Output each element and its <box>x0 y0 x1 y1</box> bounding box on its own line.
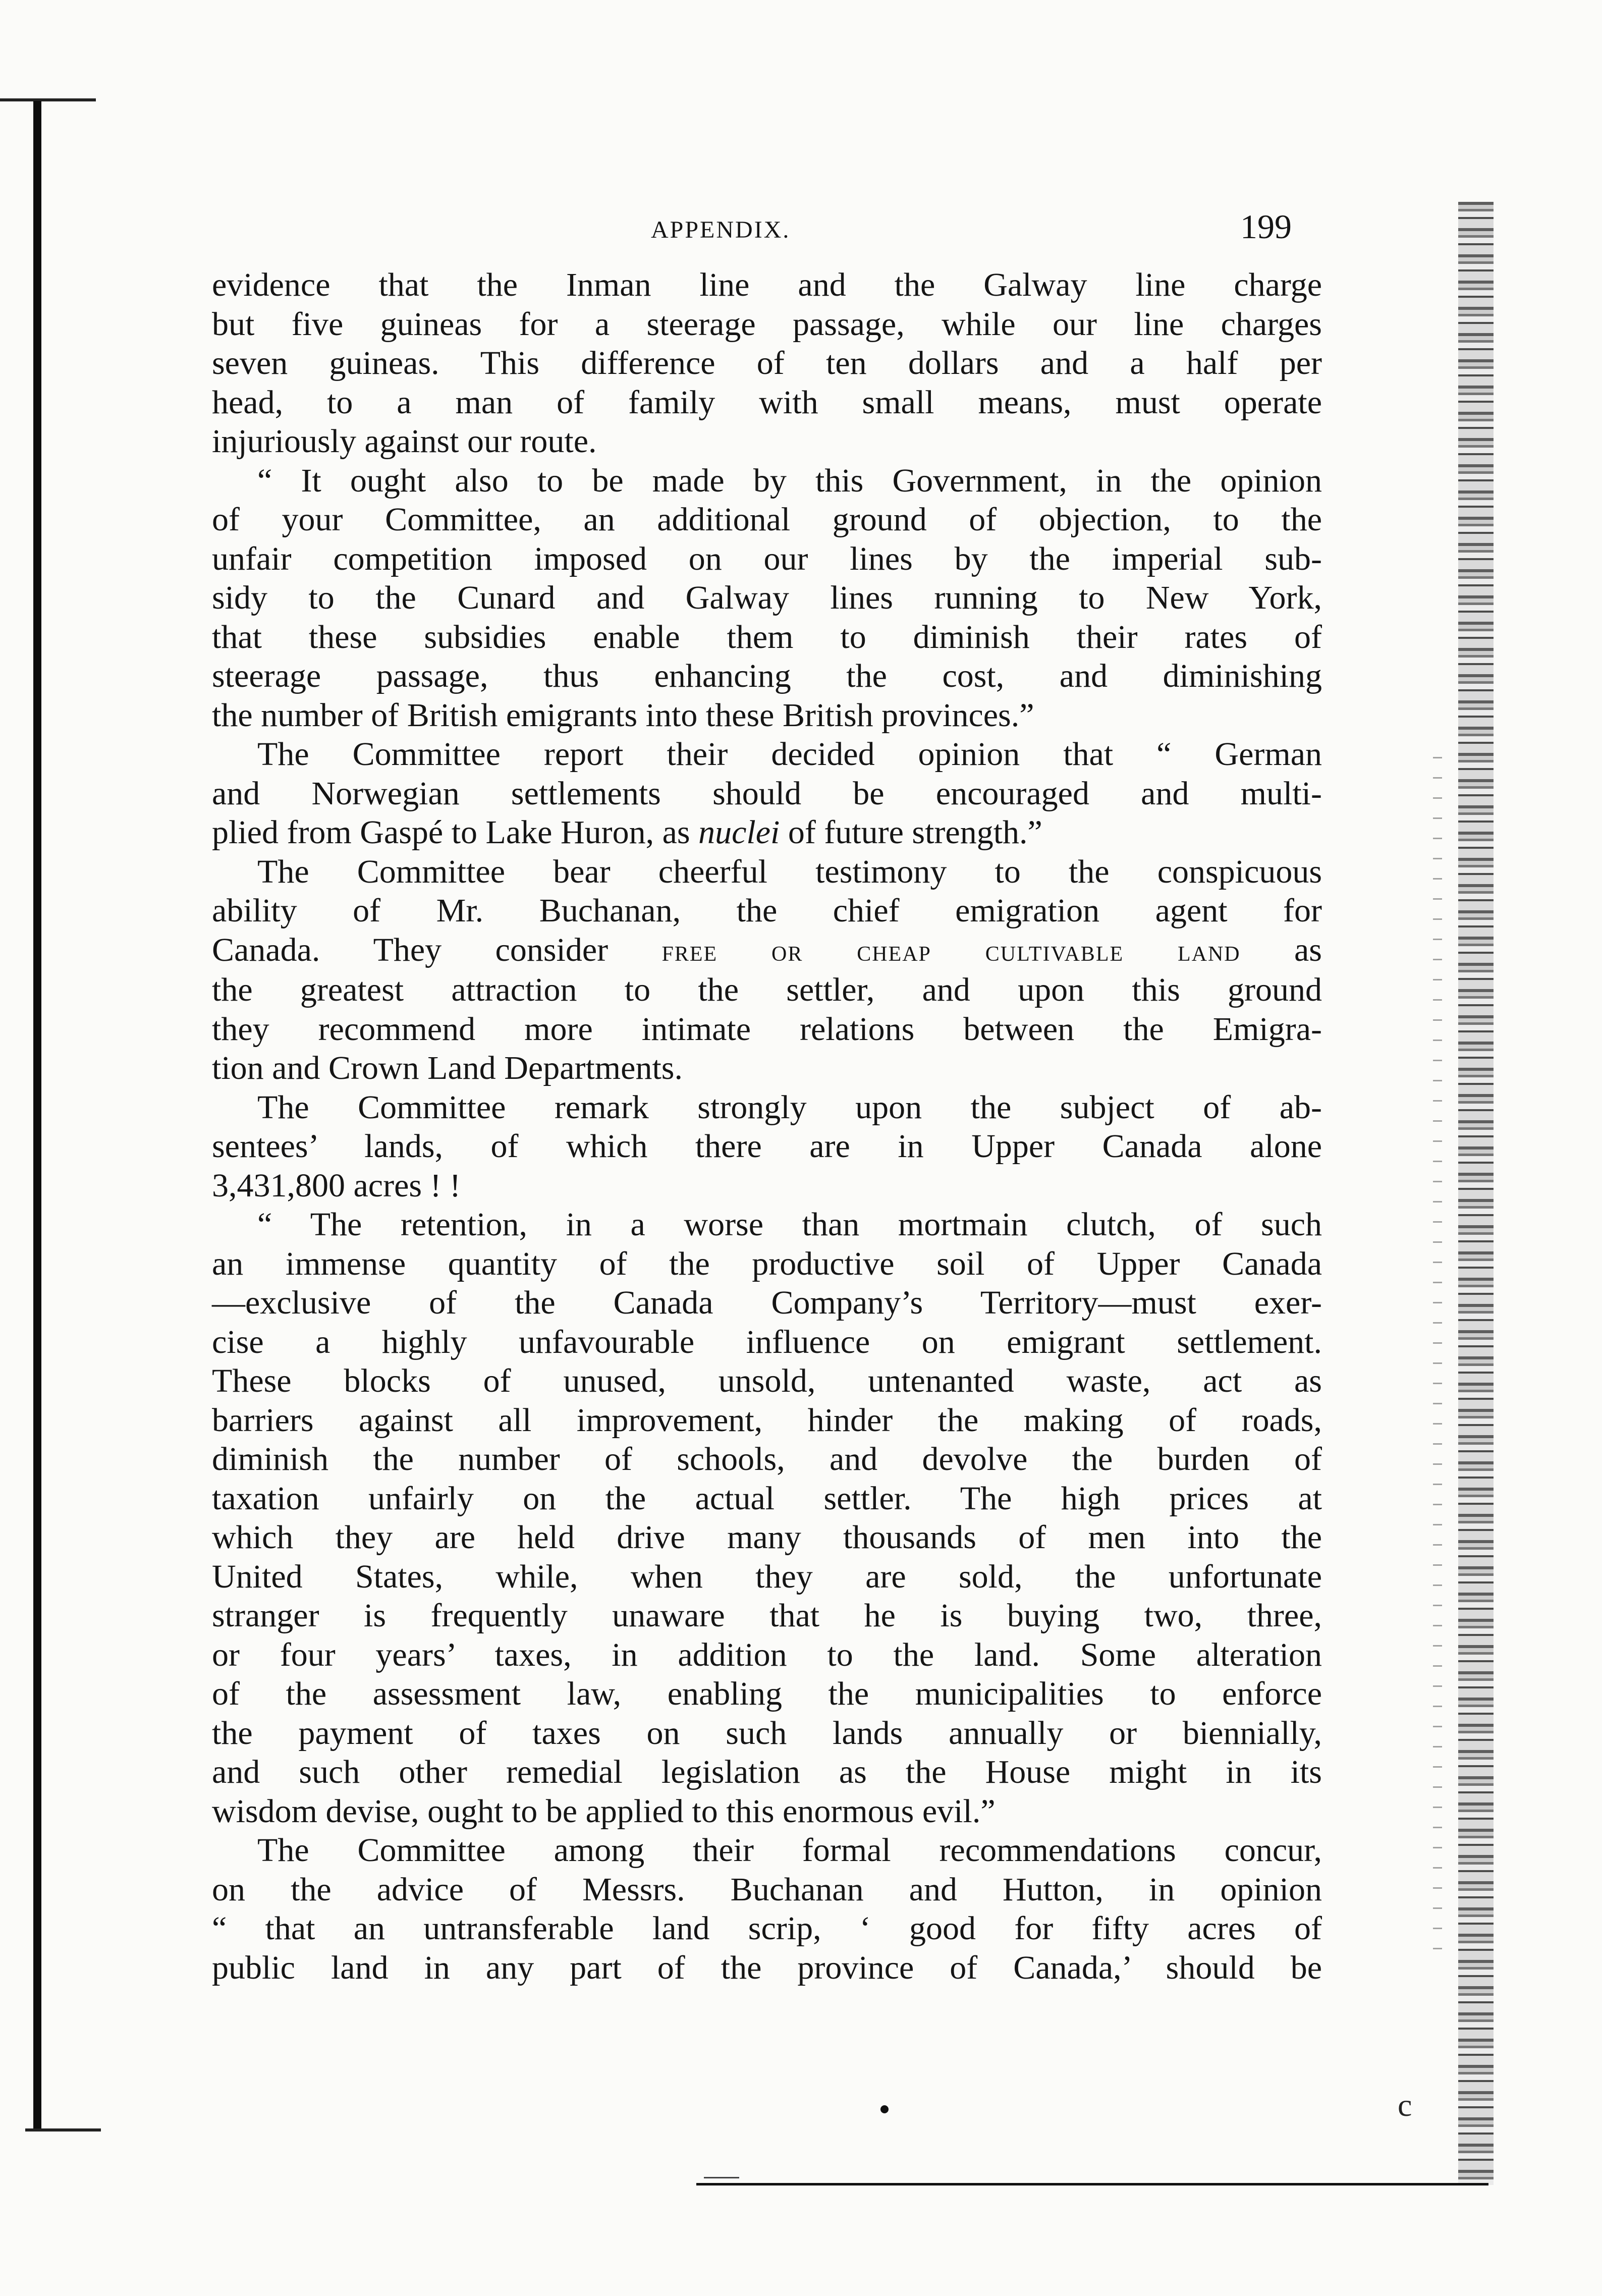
text-line: or four years’ taxes, in addition to the land. Some alteration <box>212 1636 1322 1673</box>
page-header <box>651 207 1292 252</box>
text-line: The Committee report their decided opinion that “ German <box>257 736 1322 773</box>
text-fragment: as <box>1294 931 1322 968</box>
italic-word: nuclei <box>698 814 780 851</box>
small-caps-phrase: free or cheap cultivable land <box>661 934 1241 967</box>
text-line: tion and Crown Land Departments. <box>212 1050 683 1086</box>
paragraph-2 <box>212 461 1322 735</box>
stray-letter-mark: c <box>1398 2087 1412 2123</box>
text-line: evidence that the Inman line and the Galway line charge <box>212 266 1322 303</box>
text-line: cise a highly unfavourable influence on emigrant settlement. <box>212 1323 1322 1360</box>
text-line: sidy to the Cunard and Galway lines running to New York, <box>212 579 1322 616</box>
text-line: that these subsidies enable them to diminish their rates of <box>212 618 1322 655</box>
paragraph-1 <box>212 265 1322 461</box>
text-line: head, to a man of family with small means, must operate <box>212 384 1322 421</box>
text-line: the number of British emigrants into these British provinces.” <box>212 696 1034 734</box>
paragraph-6-quotation <box>212 1205 1322 1831</box>
text-line: the greatest attraction to the settler, and upon this ground <box>212 971 1322 1008</box>
text-line: which they are held drive many thousands of men into the <box>212 1519 1322 1556</box>
text-line: they recommend more intimate relations between the Emigra- <box>212 1010 1322 1048</box>
paragraph-7 <box>212 1831 1322 1987</box>
text-line: steerage passage, thus enhancing the cost, and diminishing <box>212 658 1322 694</box>
text-line: barriers against all improvement, hinder the making of roads, <box>212 1401 1322 1439</box>
page-edge-specks <box>1433 757 1442 1968</box>
text-line-small-caps <box>212 931 1322 971</box>
text-line: an immense quantity of the productive soil of Upper Canada <box>212 1245 1322 1282</box>
text-line: These blocks of unused, unsold, untenanted waste, act as <box>212 1362 1322 1399</box>
binding-edge-bottom <box>25 2128 101 2131</box>
text-line: The Committee remark strongly upon the subject of ab- <box>257 1088 1322 1126</box>
text-line: injuriously against our route. <box>212 423 597 460</box>
text-line: stranger is frequently unaware that he is buying two, three, <box>212 1597 1322 1634</box>
bottom-rule <box>696 2183 1488 2185</box>
paragraph-5 <box>212 1088 1322 1206</box>
text-line: “ The retention, in a worse than mortmain clutch, of such <box>257 1206 1322 1243</box>
text-line: seven guineas. This difference of ten dollars and a half per <box>212 345 1322 381</box>
text-line: United States, while, when they are sold, the unfortunate <box>212 1558 1322 1595</box>
text-fragment: Canada. They consider <box>212 931 609 968</box>
text-line: diminish the number of schools, and devolve the burden of <box>212 1441 1322 1478</box>
text-line: the payment of taxes on such lands annually or biennially, <box>212 1714 1322 1752</box>
binding-edge-top <box>0 98 96 101</box>
text-line: taxation unfairly on the actual settler. The high prices at <box>212 1480 1322 1517</box>
text-line: wisdom devise, ought to be applied to this enormous evil.” <box>212 1792 996 1830</box>
text-line: of your Committee, an additional ground of objection, to the <box>212 501 1322 538</box>
page-edge-scan-noise <box>1458 202 1494 2185</box>
binding-edge <box>33 101 41 2129</box>
text-line: and Norwegian settlements should be encouraged and multi- <box>212 775 1322 812</box>
text-line: public land in any part of the province of Canada,’ should be <box>212 1949 1322 1986</box>
text-line: The Committee among their formal recommendations concur, <box>257 1832 1322 1869</box>
text-line: sentees’ lands, of which there are in Upper Canada alone <box>212 1128 1322 1165</box>
text-line: and such other remedial legislation as the House might in its <box>212 1754 1322 1790</box>
running-head: APPENDIX. <box>651 216 791 243</box>
ink-speck <box>880 2105 889 2113</box>
body-text <box>212 265 1322 1987</box>
text-line: ability of Mr. Buchanan, the chief emigration agent for <box>212 892 1322 929</box>
paragraph-4 <box>212 852 1322 1088</box>
text-line-with-italic: plied from Gaspé to Lake Huron, as nuclei of future strength.” <box>212 814 1042 851</box>
text-line: 3,431,800 acres ! ! <box>212 1167 461 1204</box>
page-number: 199 <box>1240 207 1292 246</box>
text-line: “ It ought also to be made by this Government, in the opinion <box>257 462 1322 499</box>
text-line: “ that an untransferable land scrip, ‘ good for fifty acres of <box>212 1910 1322 1947</box>
text-line: —exclusive of the Canada Company’s Territory—must exer- <box>212 1284 1322 1321</box>
text-line: on the advice of Messrs. Buchanan and Hutton, in opinion <box>212 1871 1322 1908</box>
text-line: The Committee bear cheerful testimony to the conspicuous <box>257 853 1322 890</box>
bottom-dash <box>704 2177 739 2178</box>
text-line: but five guineas for a steerage passage, while our line charges <box>212 305 1322 343</box>
paragraph-3 <box>212 735 1322 852</box>
text-line: unfair competition imposed on our lines by the imperial sub- <box>212 540 1322 577</box>
text-line: of the assessment law, enabling the municipalities to enforce <box>212 1675 1322 1712</box>
